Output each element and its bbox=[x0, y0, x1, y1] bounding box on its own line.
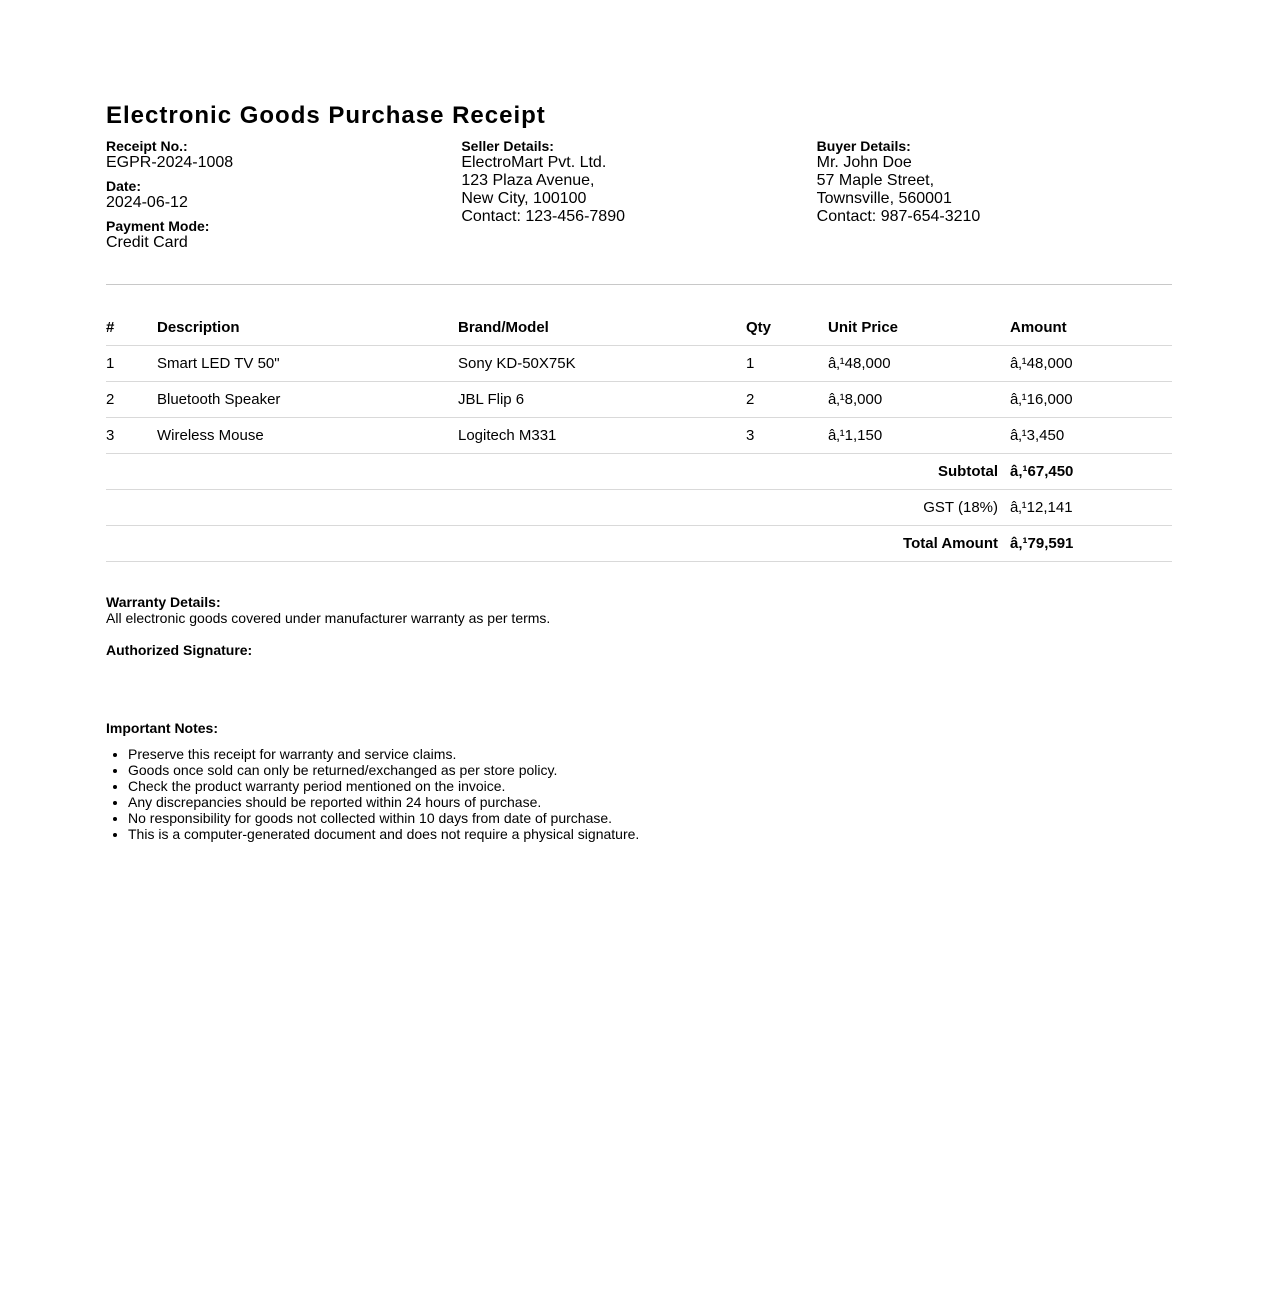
payment-mode-label: Payment Mode: bbox=[106, 218, 210, 234]
buyer-city: Townsville, 560001 bbox=[816, 190, 952, 207]
receipt-date: 2024-06-12 bbox=[106, 194, 188, 211]
seller-details-label: Seller Details: bbox=[461, 138, 554, 154]
buyer-name: Mr. John Doe bbox=[816, 154, 912, 171]
total-row bbox=[106, 526, 1172, 562]
list-item: • Preserve this receipt for warranty and service claims. bbox=[128, 746, 1172, 762]
receipt-info bbox=[106, 138, 461, 258]
payment-mode: Credit Card bbox=[106, 234, 188, 251]
table-row bbox=[106, 346, 1172, 382]
page-title: Electronic Goods Purchase Receipt bbox=[106, 102, 546, 129]
cell-unit-price: â‚¹8,000 bbox=[828, 382, 1010, 418]
cell-description: Bluetooth Speaker bbox=[157, 382, 458, 418]
subtotal-value: â‚¹67,450 bbox=[1010, 454, 1172, 490]
cell-number: 2 bbox=[106, 382, 157, 418]
list-item: • This is a computer-generated document and does not require a physical signature. bbox=[128, 826, 1172, 842]
column-header-brand-model: Brand/Model bbox=[458, 309, 746, 346]
receipt-meta bbox=[106, 138, 1172, 258]
gst-label: GST (18%) bbox=[106, 490, 1010, 526]
cell-brand-model: Sony KD-50X75K bbox=[458, 346, 746, 382]
date-label: Date: bbox=[106, 178, 142, 194]
notes-label: Important Notes: bbox=[106, 720, 218, 736]
receipt-number: EGPR-2024-1008 bbox=[106, 154, 234, 171]
receipt-page bbox=[106, 100, 1172, 842]
column-header-qty: Qty bbox=[746, 309, 828, 346]
cell-brand-model: JBL Flip 6 bbox=[458, 382, 746, 418]
cell-qty: 1 bbox=[746, 346, 828, 382]
notes-list bbox=[106, 746, 1172, 842]
list-item: • Goods once sold can only be returned/exchanged as per store policy. bbox=[128, 762, 1172, 778]
cell-number: 3 bbox=[106, 418, 157, 454]
subtotal-label: Subtotal bbox=[106, 454, 1010, 490]
seller-address-line: 123 Plaza Avenue, bbox=[461, 172, 595, 189]
cell-amount: â‚¹48,000 bbox=[1010, 346, 1172, 382]
column-header-amount: Amount bbox=[1010, 309, 1172, 346]
cell-amount: â‚¹3,450 bbox=[1010, 418, 1172, 454]
table-row bbox=[106, 382, 1172, 418]
cell-description: Smart LED TV 50" bbox=[157, 346, 458, 382]
cell-brand-model: Logitech M331 bbox=[458, 418, 746, 454]
seller-name: ElectroMart Pvt. Ltd. bbox=[461, 154, 607, 171]
list-item: • Any discrepancies should be reported within 24 hours of purchase. bbox=[128, 794, 1172, 810]
gst-value: â‚¹12,141 bbox=[1010, 490, 1172, 526]
gst-row bbox=[106, 490, 1172, 526]
list-item: • No responsibility for goods not collected within 10 days from date of purchase. bbox=[128, 810, 1172, 826]
buyer-details-label: Buyer Details: bbox=[816, 138, 911, 154]
column-header-unit-price: Unit Price bbox=[828, 309, 1010, 346]
seller-details bbox=[461, 138, 816, 258]
buyer-details bbox=[817, 138, 1172, 258]
cell-description: Wireless Mouse bbox=[157, 418, 458, 454]
cell-amount: â‚¹16,000 bbox=[1010, 382, 1172, 418]
seller-contact: Contact: 123-456-7890 bbox=[461, 208, 625, 225]
buyer-contact: Contact: 987-654-3210 bbox=[816, 208, 981, 225]
cell-unit-price: â‚¹1,150 bbox=[828, 418, 1010, 454]
receipt-number-label: Receipt No.: bbox=[106, 138, 188, 154]
signature-label: Authorized Signature: bbox=[106, 642, 253, 658]
total-amount-label: Total Amount bbox=[106, 526, 1010, 562]
total-amount-value: â‚¹79,591 bbox=[1010, 526, 1172, 562]
subtotal-row bbox=[106, 454, 1172, 490]
buyer-address-line: 57 Maple Street, bbox=[816, 172, 935, 189]
cell-number: 1 bbox=[106, 346, 157, 382]
table-row bbox=[106, 418, 1172, 454]
warranty-section bbox=[106, 594, 1172, 626]
table-header-row bbox=[106, 309, 1172, 346]
list-item: • Check the product warranty period mentioned on the invoice. bbox=[128, 778, 1172, 794]
cell-unit-price: â‚¹48,000 bbox=[828, 346, 1010, 382]
warranty-text: All electronic goods covered under manufacturer warranty as per terms. bbox=[106, 610, 551, 626]
column-header-number: # bbox=[106, 309, 157, 346]
cell-qty: 2 bbox=[746, 382, 828, 418]
column-header-description: Description bbox=[157, 309, 458, 346]
seller-city: New City, 100100 bbox=[461, 190, 587, 207]
warranty-label: Warranty Details: bbox=[106, 594, 221, 610]
cell-qty: 3 bbox=[746, 418, 828, 454]
items-table bbox=[106, 309, 1172, 562]
section-divider bbox=[106, 284, 1172, 285]
